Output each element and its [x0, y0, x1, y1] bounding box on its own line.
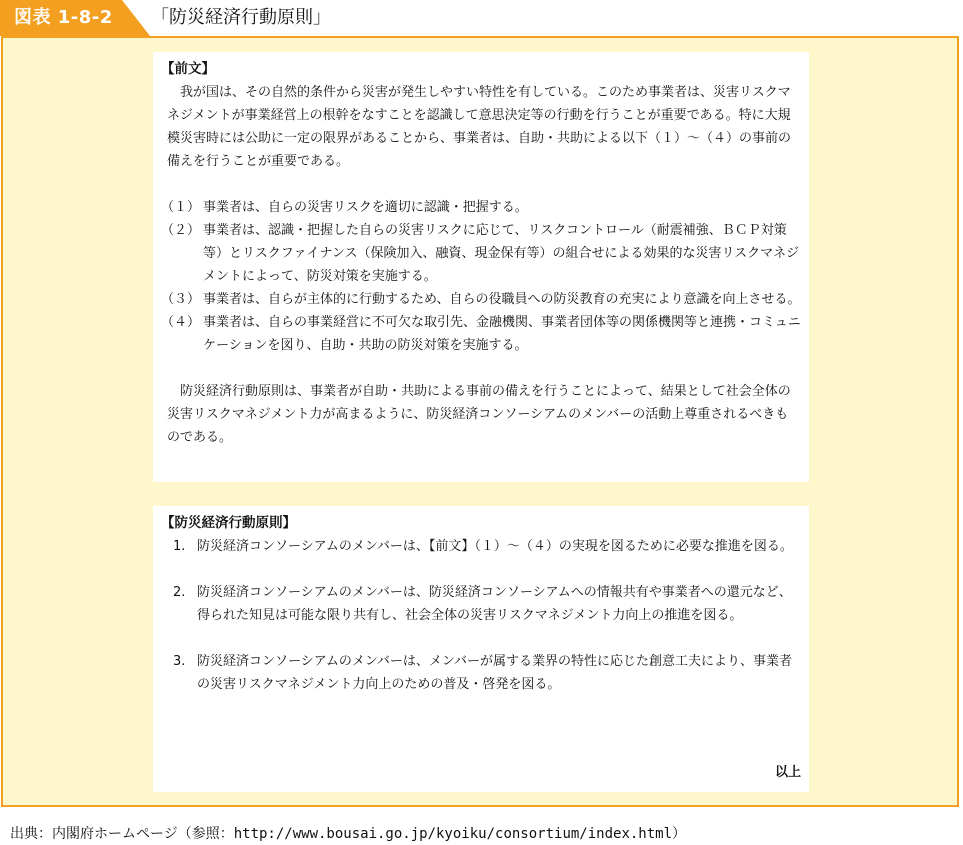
item-text: 事業者は、認識・把握した自らの災害リスクに応じて、リスクコントロール（耐震補強、ＢＣＰ対策等）とリスクファイナンス（保険加入、融資、現金保有等）の組合せによる効果的な災害リスクマネジメントによって、防災対策を実施する。 [203, 223, 800, 284]
principles-heading: 【防災経済行動原則】 [161, 515, 296, 531]
principle-text: 防災経済コンソーシアムのメンバーは、防災経済コンソーシアムへの情報共有や事業者への還元など、得られた知見は可能な限り共有し、社会全体の災害リスクマネジメント力向上の推進を図る。 [197, 585, 792, 623]
spacer [161, 627, 801, 650]
principle-number: 3. [173, 654, 186, 669]
preamble-panel [153, 52, 809, 482]
source-citation: 出典：内閣府ホームページ（参照：http://www.bousai.go.jp/kyoiku/consortium/index.html） [10, 826, 687, 842]
principle-item [161, 535, 801, 558]
item-number: （３） [161, 292, 201, 307]
item-number: （４） [161, 315, 201, 330]
principle-item [161, 650, 801, 696]
end-mark: 以上 [774, 765, 801, 780]
preamble-item [161, 288, 801, 311]
item-text: 事業者は、自らの災害リスクを適切に認識・把握する。 [203, 200, 528, 215]
principle-item [161, 581, 801, 627]
principle-number: 1. [173, 539, 186, 554]
item-number: （２） [161, 223, 201, 238]
principles-panel [153, 506, 809, 792]
figure-header [0, 0, 963, 36]
preamble-item [161, 219, 801, 288]
figure-label: 図表 1-8-2 [14, 7, 113, 28]
principle-text: 防災経済コンソーシアムのメンバーは、メンバーが属する業界の特性に応じた創意工夫により、事業者の災害リスクマネジメント力向上のための普及・啓発を図る。 [197, 654, 793, 692]
principle-number: 2. [173, 585, 186, 600]
preamble-closing: 防災経済行動原則は、事業者が自助・共助による事前の備えを行うことによって、結果として社会全体の災害リスクマネジメント力が高まるように、防災経済コンソーシアムのメンバーの活動上尊重されるべきものである。 [167, 384, 791, 445]
item-number: （１） [161, 200, 201, 215]
item-text: 事業者は、自らが主体的に行動するため、自らの役職員への防災教育の充実により意識を向上させる。 [203, 292, 801, 307]
preamble-heading: 【前文】 [161, 61, 215, 77]
preamble-intro: 我が国は、その自然的条件から災害が発生しやすい特性を有している。このため事業者は、災害リスクマネジメントが事業経営上の根幹をなすことを認識して意思決定等の行動を行うことが重要である。特に大規模災害時には公助に一定の限界があることから、事業者は、自助・共助による以下（１）～（４）の事前の備えを行うことが重要である。 [167, 85, 792, 169]
preamble-item [161, 196, 801, 219]
preamble-item [161, 311, 801, 357]
spacer [161, 357, 801, 380]
spacer [161, 173, 801, 196]
spacer [161, 558, 801, 581]
figure-title: 「防災経済行動原則」 [151, 7, 331, 28]
principle-text: 防災経済コンソーシアムのメンバーは、【前文】（１）～（４）の実現を図るために必要な推進を図る。 [197, 539, 793, 554]
item-text: 事業者は、自らの事業経営に不可欠な取引先、金融機関、事業者団体等の関係機関等と連携・コミュニケーションを図り、自助・共助の防災対策を実施する。 [203, 315, 801, 353]
